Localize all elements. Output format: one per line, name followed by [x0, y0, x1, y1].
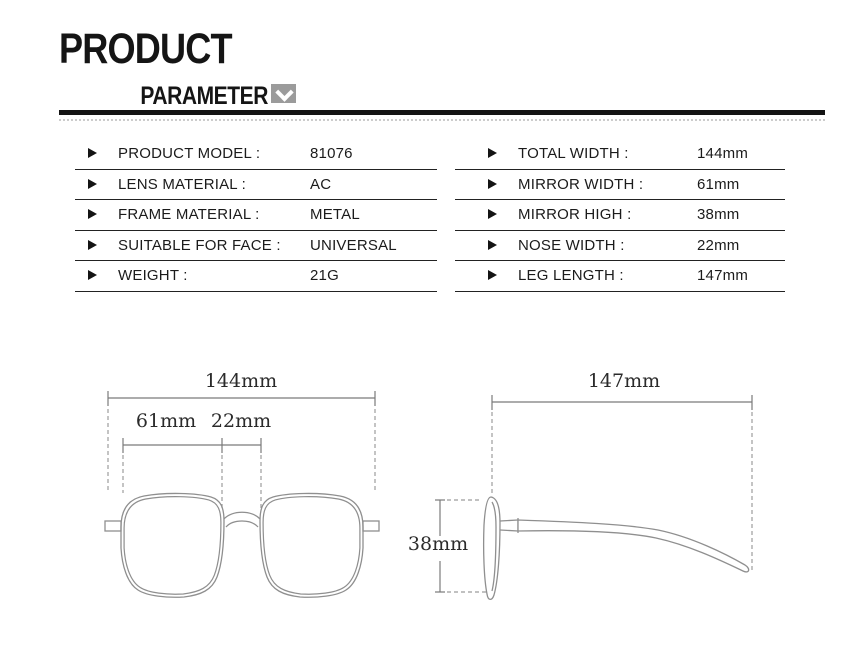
spec-table-left — [75, 139, 437, 292]
table-row — [75, 231, 437, 262]
spec-label: TOTAL WIDTH : — [518, 145, 629, 162]
spec-value: 22mm — [697, 236, 740, 254]
arrow-right-icon — [88, 270, 97, 280]
right-hinge — [363, 521, 379, 531]
lens-profile — [484, 497, 500, 599]
side-lens-height-label: 38mm — [407, 533, 469, 555]
spec-label: LEG LENGTH : — [518, 267, 624, 284]
glasses-front-view-diagram — [80, 365, 400, 630]
spec-label: PRODUCT MODEL : — [118, 145, 261, 162]
front-lens-width-label: 61mm — [135, 410, 197, 432]
temple-arm — [518, 520, 749, 572]
left-lens — [121, 493, 224, 597]
arrow-right-icon — [88, 179, 97, 189]
chevron-down-icon — [271, 84, 296, 103]
spec-label: LENS MATERIAL : — [118, 175, 247, 193]
temple-length-dimension — [492, 395, 752, 572]
front-total-width-label: 144mm — [204, 370, 278, 392]
side-temple-length-label: 147mm — [587, 370, 661, 392]
arrow-right-icon — [88, 148, 97, 158]
spec-value: 61mm — [697, 175, 740, 193]
arrow-right-icon — [488, 240, 497, 250]
arrow-right-icon — [488, 209, 497, 219]
table-row — [75, 200, 437, 231]
spec-label: FRAME MATERIAL : — [118, 206, 260, 223]
total-width-dimension — [108, 391, 375, 493]
chevron-glyph — [275, 83, 293, 101]
page-title-product: PRODUCT — [59, 25, 232, 73]
table-row — [75, 170, 437, 201]
spec-value: 21G — [310, 267, 339, 284]
left-hinge — [105, 521, 121, 531]
arrow-right-icon — [88, 240, 97, 250]
page-title-parameter: PARAMETER — [140, 82, 268, 110]
header-rule — [59, 110, 825, 115]
table-row — [455, 200, 785, 231]
table-row — [75, 139, 437, 170]
spec-value: 147mm — [697, 267, 749, 284]
arrow-right-icon — [488, 270, 497, 280]
hinge — [500, 518, 518, 533]
arrow-right-icon — [488, 179, 497, 189]
spec-value: 81076 — [310, 145, 353, 162]
spec-table-right — [455, 139, 785, 292]
table-row — [75, 261, 437, 292]
table-row — [455, 139, 785, 170]
spec-value: METAL — [310, 206, 360, 223]
spec-value: 144mm — [697, 145, 749, 162]
arrow-right-icon — [88, 209, 97, 219]
front-nose-width-label: 22mm — [210, 410, 272, 432]
side-frame-drawing — [484, 497, 749, 599]
spec-value: AC — [310, 175, 332, 193]
bridge — [224, 512, 260, 527]
table-row — [455, 231, 785, 262]
spec-value: UNIVERSAL — [310, 236, 397, 254]
header-dotted-line — [59, 119, 825, 121]
table-row — [455, 170, 785, 201]
spec-label: NOSE WIDTH : — [518, 236, 625, 254]
front-frame-drawing — [105, 493, 379, 597]
spec-label: WEIGHT : — [118, 267, 188, 284]
table-row — [455, 261, 785, 292]
spec-label: SUITABLE FOR FACE : — [118, 236, 281, 254]
arrow-right-icon — [488, 148, 497, 158]
glasses-side-view-diagram — [407, 365, 780, 630]
spec-value: 38mm — [697, 206, 740, 223]
spec-label: MIRROR HIGH : — [518, 206, 632, 223]
right-lens — [260, 493, 363, 597]
spec-label: MIRROR WIDTH : — [518, 175, 644, 193]
